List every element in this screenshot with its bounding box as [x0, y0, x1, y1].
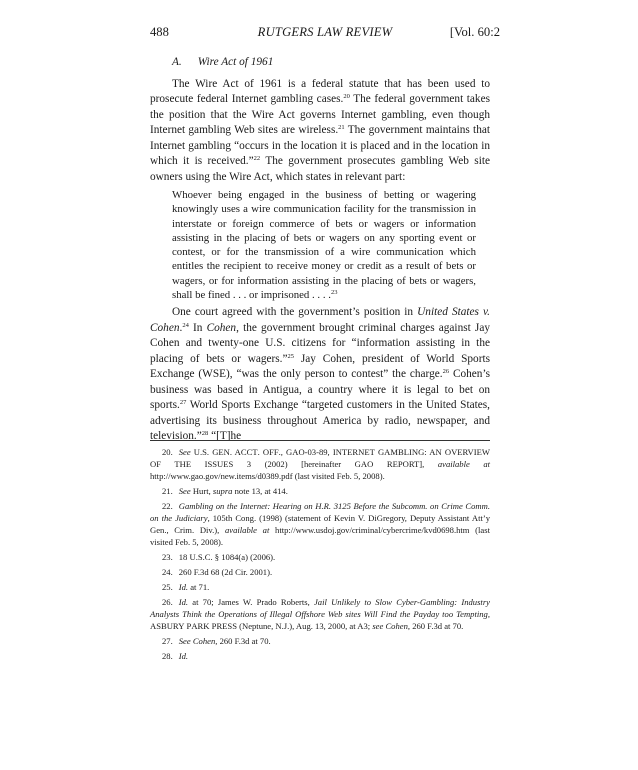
signal: available at: [225, 525, 270, 535]
text-run: The federal government takes the position that the Wire Act governs Internet gambling, even though Internet gambling Web sites are wireless.: [150, 93, 490, 136]
text-run: Hurt,: [190, 486, 213, 496]
running-header: [150, 24, 500, 40]
paragraph-cohen: [150, 305, 490, 445]
section-heading: [150, 55, 490, 71]
text-run: at 70; James W. Prado Roberts,: [188, 597, 314, 607]
text-run: The government maintains that Internet gambling “occurs in the location it is placed and in the location in which it is received.”: [150, 124, 490, 167]
text-run: (Neptune, N.J.), Aug. 13, 2000, at A3;: [236, 621, 373, 631]
text-run: I: [191, 459, 208, 469]
footnote-25: [150, 581, 490, 593]
block-quote: [172, 188, 476, 302]
journal-title: RUTGERS LAW REVIEW: [257, 25, 393, 39]
text-run: O: [441, 447, 452, 457]
text-run: SBURY: [156, 621, 185, 631]
text-run: VERVIEW OF THE: [150, 447, 490, 469]
text-run: CCT: [240, 447, 258, 457]
footnote-number: 23.: [162, 552, 173, 562]
signal: available at: [437, 459, 491, 469]
footnote-number: 26.: [162, 597, 173, 607]
url-link[interactable]: http://www.gao.gov/new.items/d0389.pdf (last visited Feb. 5, 2008).: [150, 471, 385, 481]
text-run: In: [188, 321, 207, 334]
text-run: U.S. G: [190, 447, 219, 457]
signal: See Cohen: [178, 636, 216, 646]
text-run: .: [179, 321, 183, 334]
text-run: Cohen’s business was based in Antigua, a country where it is legal to bet on sports.: [150, 368, 490, 412]
footnote-number: 21.: [162, 486, 173, 496]
footnote-ref[interactable]: 21: [338, 124, 345, 131]
footnote-ref[interactable]: 23: [330, 289, 338, 297]
footnote-23: [150, 551, 490, 563]
text-run: : A: [424, 447, 436, 457]
text-run: at 71.: [188, 582, 210, 592]
footnote-21: [150, 485, 490, 497]
footnote-ref[interactable]: 25: [287, 352, 295, 360]
signal: See: [178, 447, 191, 457]
footnote-number: 28.: [162, 651, 173, 661]
text-run: EN: [218, 447, 230, 457]
text-run: note 13, at 414.: [232, 486, 288, 496]
text-run: One court agreed with the government’s position in: [172, 306, 418, 319]
article-title: Jail Unlikely to Slow Cyber-Gambling: Industry Analysts Think the Operations of Illegal Offshore Web sites Will Find the Payday too Tempting: [150, 597, 490, 619]
footnote-ref[interactable]: 22: [253, 155, 261, 162]
signal: Id.: [178, 597, 189, 607]
text-run: ],: [419, 459, 438, 469]
footnote-26: [150, 596, 490, 632]
section-title: Wire Act of 1961: [197, 56, 274, 68]
quote-text: Whoever being engaged in the business of betting or wagering knowingly uses a wire communication facility for the transmission in interstate or foreign commerce of bets or wagers or information assisting in the placing of bets or wagers on any sporting event or contest, or for the transmission of a wire communication which entitles the recipient to receive money or credit as a result of bets or wagers, or for information assisting in the placing of bets or wagers, shall be fined . . . or imprisoned . . . .: [172, 189, 476, 302]
body-text: [150, 55, 490, 445]
section-letter: A.: [172, 56, 182, 68]
signal: Id.: [178, 651, 189, 661]
footnote-27: [150, 635, 490, 647]
text-run: 18 U.S.C. § 1084(a) (2006).: [178, 552, 276, 562]
text-run: Jay Cohen, president of World Sports Exchange (WSE), “was the only person to contest” the charge.: [150, 352, 490, 381]
footnote-ref[interactable]: 28: [201, 430, 209, 438]
text-run: AMBLING: [384, 447, 425, 457]
text-run: RESS: [216, 621, 237, 631]
text-run: N: [435, 447, 442, 457]
signal: supra: [212, 486, 233, 496]
footnotes: [150, 446, 490, 665]
volume-label: [Vol. 60:2: [449, 25, 500, 39]
text-run: NTERNET: [335, 447, 375, 457]
text-run: , 260 F.3d at 70.: [215, 636, 271, 646]
footnote-ref[interactable]: 27: [179, 399, 187, 407]
text-run: EPORT: [392, 459, 420, 469]
text-run: ., GAO-03-89, I: [278, 447, 336, 457]
footnote-20: [150, 446, 490, 482]
paragraph-wire-act: [150, 77, 490, 186]
footnote-number: 22.: [162, 501, 173, 511]
text-run: P: [184, 621, 192, 631]
footnote-ref[interactable]: 20: [343, 93, 350, 100]
text-run: , A: [150, 609, 490, 631]
text-run: . O: [257, 447, 270, 457]
text-run: 3 (2002) [hereinafter GAO R: [233, 459, 393, 469]
text-run: , 260 F.3d at 70.: [407, 621, 464, 631]
footnote-number: 24.: [162, 567, 173, 577]
footnote-divider: [150, 440, 490, 441]
signal: see Cohen: [372, 621, 408, 631]
footnote-number: 20.: [162, 447, 173, 457]
footnote-28: [150, 650, 490, 662]
url-link[interactable]: http://www.usdoj.gov/criminal/cybercrime/kvd0698.htm (last visited Feb. 5, 2008).: [150, 525, 490, 547]
text-run: P: [209, 621, 217, 631]
footnote-ref[interactable]: 26: [442, 368, 450, 376]
text-run: . A: [229, 447, 241, 457]
footnote-number: 25.: [162, 582, 173, 592]
footnote-22: [150, 500, 490, 548]
hearing-title: Gambling on the Internet: Hearing on H.R. 3125 Before the Subcomm. on Crime Comm. on the Judiciary: [150, 501, 490, 523]
case-name: United States v. Cohen: [150, 306, 490, 334]
footnote-ref[interactable]: 24: [182, 321, 189, 329]
case-name: Cohen: [206, 321, 237, 334]
footnote-24: [150, 566, 490, 578]
signal: Id.: [178, 582, 189, 592]
page-number: 488: [150, 25, 169, 39]
signal: See: [178, 486, 191, 496]
text-run: “[T]he: [208, 430, 242, 443]
text-run: World Sports Exchange “targeted customers in the United States, advertising its business throughout America by radio, newspaper, and television.”: [150, 399, 490, 443]
text-run: The Wire Act of 1961 is a federal statute that has been used to prosecute federal Internet gambling cases.: [150, 77, 490, 105]
text-run: 260 F.3d 68 (2d Cir. 2001).: [178, 567, 273, 577]
text-run: , 105th Cong. (1998) (statement of Kevin V. DiGregory, Deputy Assistant Att’y Gen., Crim. Div.),: [150, 513, 491, 535]
text-run: G: [374, 447, 385, 457]
text-run: ARK: [191, 621, 210, 631]
text-run: The government prosecutes gambling Web site owners using the Wire Act, which states in relevant part:: [150, 155, 490, 183]
text-run: , the government brought criminal charges against Jay Cohen and twenty-one U.S. citizens for “information assisting in the placing of bets or wagers.”: [150, 321, 490, 365]
text-run: FF: [269, 447, 279, 457]
footnote-number: 27.: [162, 636, 173, 646]
text-run: SSUES: [207, 459, 234, 469]
